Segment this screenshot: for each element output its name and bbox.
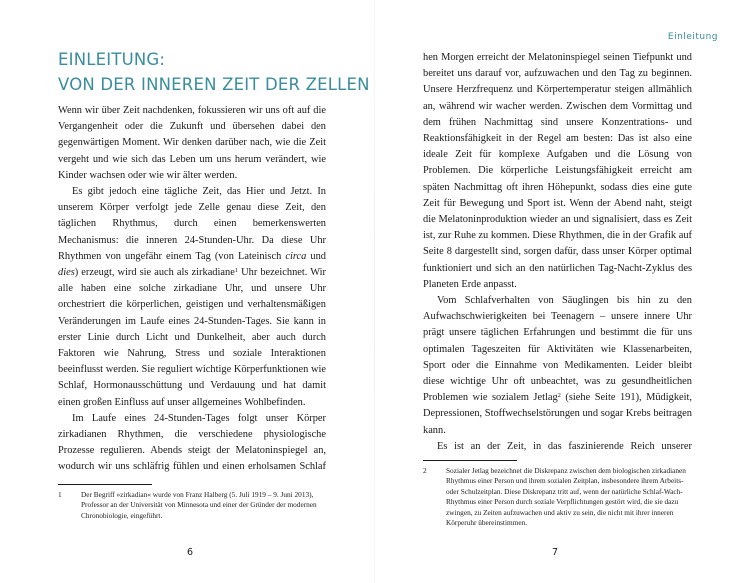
footnote-text: Der Begriff »zirkadian« wurde von Franz Halberg (5. Juli 1919 – 9. Juni 2013), Professor an der Universität von Minnesota und einer der Gründer der modernen Chronobiologie, eingeführt.	[81, 490, 317, 520]
chapter-title-line-2: VON DER INNEREN ZEIT DER ZELLEN	[58, 75, 370, 94]
paragraph: Im Laufe eines 24-Stunden-Tages folgt unser Körper zirkadianen Rhythmen, die verschiedene physiologische Prozesse regulieren. Abends steigt der Melatoninspiegel an, wodurch wir uns schläfrig fühlen und einen erholsamen Schlaf	[58, 412, 326, 473]
left-body-text	[58, 103, 326, 475]
footnote-1	[58, 490, 326, 521]
footnote-number: 2	[423, 466, 427, 475]
paragraph: Vom Schlafverhalten von Säuglingen bis hin zu den Aufwachschwierigkeiten bei Teenagern – unsere innere Uhr prägt unsere täglichen Erfahrungen und bestimmt die für uns optimalen Tageszeiten für Aktivitäten wie Klassenarbeiten, Sport oder die Einnahme von Medikamenten. Leider bleibt diese wichtige Uhr oft unbeachtet, was zu gesundheitlichen Problemen wie sozialem Jetlag$^2$ (siehe Seite 191), Müdigkeit, Depressionen, Stoffwechselstörungen und sogar Krebs beitragen kann.	[423, 295, 692, 436]
chapter-title-line-1: EINLEITUNG:	[58, 50, 166, 69]
footnote-ref-1: 1	[234, 267, 239, 275]
footnote-divider	[423, 460, 517, 461]
right-body-text	[423, 50, 692, 455]
paragraph: Es gibt jedoch eine tägliche Zeit, das Hier und Jetzt. In unserem Körper verfolgt jede Zelle genau diese Zeit, den täglichen Rhythmus, durch einen bemerkenswerten Mechanismus: die inneren 24-Stunden-Uhr. Da diese Uhr Rhythmen von ungefähr einem Tag (von Lateinisch circa und dies) erzeugt, wird sie auch als zirkadiane$^1$ Uhr bezeichnet. Wir alle haben eine solche zirkadiane Uhr, und unsere Uhr orchestriert die körperlichen, geistigen und verhaltensmäßigen Veränderungen im Laufe eines 24-Stunden-Tages. Sie kann in erster Linie durch Licht und Dunkelheit, aber auch durch Faktoren wie Nahrung, Stress und soziale Interaktionen beeinflusst werden. Sie reguliert wichtige Körperfunktionen wie Schlaf, Hormonausschüttung und Verdauung und hat damit einen großen Einfluss auf unser allgemeines Wohlbefinden.	[58, 186, 326, 408]
footnote-text: Sozialer Jetlag bezeichnet die Diskrepanz zwischen dem biologischen zirkadianen Rhythmus einer Person und ihrem sozialen Zeitplan, insbesondere ihrem Arbeits- oder Schulzeitplan. Diese Diskrepanz tritt auf, wenn der natürliche Schlaf-Wach-Rhythmus einer Person durch soziale Verpflichtungen gestört wird, die sie dazu zwingen, zu Zeiten aufzuwachen und aktiv zu sein, die nicht mit ihrer inneren Körperuhr übereinstimmen.	[446, 466, 686, 528]
latin-term: dies	[58, 267, 75, 279]
page-number-right: 7	[551, 547, 559, 558]
chapter-title	[58, 47, 370, 97]
latin-term: circa	[285, 250, 307, 262]
paragraph: Wenn wir über Zeit nachdenken, fokussieren wir uns oft auf die Vergangenheit oder die Zukunft und übersehen dabei den gegenwärtigen Moment. Wir denken darüber nach, wie die Zeit vergeht und wie sich das Leben um uns herum verändert, wie Kinder wachsen oder wie wir älter werden.	[58, 105, 326, 181]
footnote-ref-2: 2	[557, 392, 561, 400]
footnote-divider	[58, 484, 152, 485]
right-page	[375, 0, 750, 583]
paragraph: hen Morgen erreicht der Melatoninspiegel seinen Tiefpunkt und bereitet uns darauf vor, aufzuwachen und den Tag zu beginnen. Unsere Herzfrequenz und Körpertemperatur steigen allmählich an, während wir wacher werden. Zwischen dem Vormittag und dem frühen Nachmittag sind unsere Konzentrations- und Reaktionsfähigkeit in der Regel am besten: Das ist also eine ideale Zeit für komplexe Aufgaben und die Lösung von Problemen. Die körperliche Leistungsfähigkeit erreicht am späten Nachmittag oft ihren Höhepunkt, sodass dies eine gute Zeit für Bewegung und Sport ist. Wenn der Abend naht, steigt die Melatoninproduktion wieder an und signalisiert, dass es Zeit ist, zur Ruhe zu kommen. Diese Rhythmen, die in der Grafik auf Seite 8 dargestellt sind, sorgen dafür, dass unser Körper optimal funktioniert und sich an den natürlichen Tag-Nacht-Zyklus des Planeten Erde anpasst.	[423, 52, 692, 290]
page-number-left: 6	[186, 547, 194, 558]
running-head: Einleitung	[667, 32, 718, 42]
footnote-2	[423, 466, 692, 528]
paragraph: Es ist an der Zeit, in das faszinierende Reich unserer	[437, 440, 692, 452]
footnote-number: 1	[58, 490, 62, 499]
